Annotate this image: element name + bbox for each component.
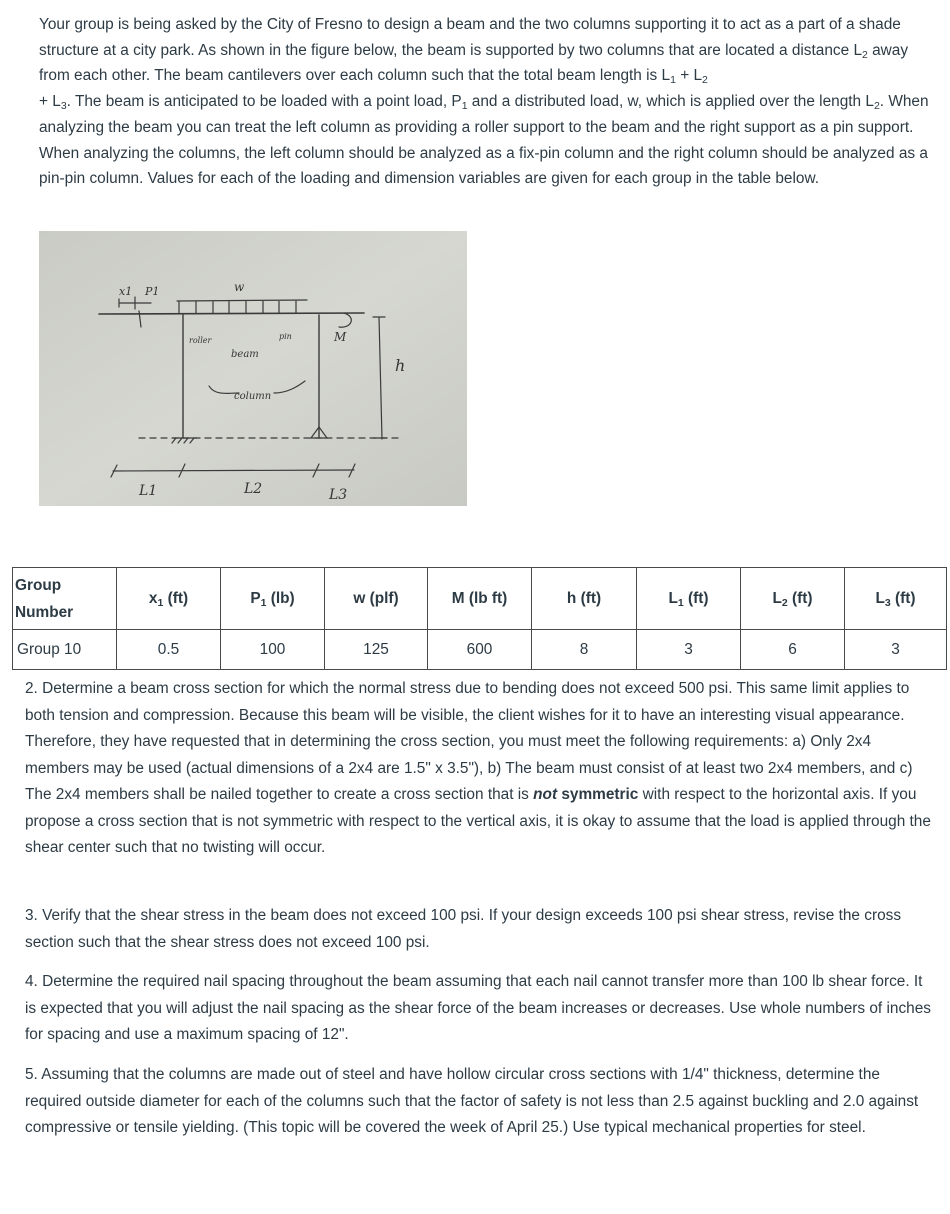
intro-text-5: . When analyzing the beam you can treat the left column as providing a roller support to the beam and the right support as a pin support. When analyzing the columns, the left column should be analyzed as a fix-pin column and the right column should be analyzed as a pin-pin column. Values for each of the loading and dimension variables are given for each group in the table below. bbox=[39, 93, 929, 188]
intro-text-1: Your group is being asked by the City of Fresno to design a beam and the two columns supporting it to act as a part of a shade structure at a city park. As shown in the figure below, the beam is supported by two columns that are located a distance bbox=[39, 16, 901, 59]
intro-text-2: away from each other. The beam cantilevers over each column such that the total beam length is bbox=[39, 41, 909, 85]
subscript: 2 bbox=[702, 74, 708, 87]
plus-sign: + bbox=[39, 93, 53, 111]
label-h: h bbox=[395, 356, 406, 375]
subscript: 3 bbox=[60, 100, 67, 113]
header-h: h (ft) bbox=[532, 568, 637, 630]
cell-l3: 3 bbox=[845, 630, 947, 670]
group-values-table bbox=[12, 567, 947, 670]
cell-w: 125 bbox=[325, 630, 428, 670]
q2-text-a: 2. Determine a beam cross section for which the normal stress due to bending does not exceed 500 psi. This same limit applies to both tension and compression. Because this beam will be visible, the client wishes for it to have an interesting visual appearance. Therefore, they have requested that in determining the cross section, you must meet the following requirements: a) Only 2x4 members may be used (actual dimensions of a 2x4 are 1.5" x 3.5"), b) The beam must consist of at least two 2x4 members, and c) The 2x4 members shall be nailed together to create a cross section that is bbox=[25, 680, 913, 803]
intro-text-4: and a distributed load, w, which is applied over the length bbox=[467, 93, 866, 111]
label-l3: L3 bbox=[329, 487, 348, 503]
label-w: w bbox=[234, 280, 245, 294]
header-p1: $P_1$ (lb) bbox=[221, 568, 325, 630]
question-2 bbox=[25, 676, 935, 862]
header-group-number bbox=[13, 568, 117, 630]
symbol-l3: $L_3$ bbox=[52, 93, 67, 113]
cell-l1: 3 bbox=[637, 630, 741, 670]
table-header-row bbox=[13, 568, 947, 630]
plus-sign: + bbox=[675, 67, 694, 85]
symbol-l2: $L_2$ bbox=[865, 93, 880, 113]
question-5: 5. Assuming that the columns are made out of steel and have hollow circular cross sections with 1/4" thickness, determine the required outside diameter for each of the columns such that the factor of safety is not less than 2.5 against buckling and 2.0 against compressive or tensile yielding. (This topic will be covered the week of April 25.) Use typical mechanical properties for steel. bbox=[25, 1066, 919, 1136]
label-m: M bbox=[334, 330, 347, 344]
header-l1: $L_1$ (ft) bbox=[637, 568, 741, 630]
subscript: 2 bbox=[862, 48, 868, 61]
symbol-l2: $L_2$ bbox=[693, 67, 708, 87]
header-l2: $L_2$ (ft) bbox=[741, 568, 845, 630]
symbol-p1: $P_1$ bbox=[451, 93, 468, 113]
header-x1: $x_1$ (ft) bbox=[117, 568, 221, 630]
label-beam: beam bbox=[231, 349, 259, 360]
label-column: column bbox=[234, 391, 272, 402]
subscript: 1 bbox=[670, 74, 676, 87]
question-3: 3. Verify that the shear stress in the beam does not exceed 100 psi. If your design exceeds 100 psi shear stress, revise the cross section such that the shear stress does not exceed 100 psi. bbox=[25, 907, 902, 951]
header-line: Number bbox=[15, 603, 74, 621]
cell-x1: 0.5 bbox=[117, 630, 221, 670]
cell-l2: 6 bbox=[741, 630, 845, 670]
q2-text-b: with respect to the horizontal axis. If you propose a cross section that is not symmetric with respect to the vertical axis, it is okay to assume that the load is applied through the shear center such that no twisting will occur. bbox=[25, 786, 931, 856]
table-row bbox=[13, 630, 947, 670]
cell-m: 600 bbox=[428, 630, 532, 670]
subscript: 1 bbox=[461, 100, 468, 113]
cell-group: Group 10 bbox=[13, 630, 117, 670]
header-m: M (lb ft) bbox=[428, 568, 532, 630]
symbol-l1: $L_1$ bbox=[661, 67, 676, 87]
label-x1: x1 bbox=[119, 285, 133, 298]
label-p1: P1 bbox=[145, 285, 160, 298]
label-l2: L2 bbox=[244, 481, 263, 497]
q2-emphasis-not: not bbox=[533, 786, 558, 803]
beam-sketch-photo bbox=[39, 231, 467, 506]
header-w: w (plf) bbox=[325, 568, 428, 630]
label-l1: L1 bbox=[139, 483, 158, 499]
header-line: Group bbox=[15, 576, 62, 594]
cell-h: 8 bbox=[532, 630, 637, 670]
intro-paragraph bbox=[39, 12, 929, 192]
cell-p1: 100 bbox=[221, 630, 325, 670]
label-roller: roller bbox=[189, 336, 212, 345]
header-l3: $L_3$ (ft) bbox=[845, 568, 947, 630]
question-4: 4. Determine the required nail spacing throughout the beam assuming that each nail cannot transfer more than 100 lb shear force. It is expected that you will adjust the nail spacing as the shear force of the beam increases or decreases. Use whole numbers of inches for spacing and use a maximum spacing of 12". bbox=[25, 973, 931, 1043]
label-pin: pin bbox=[279, 332, 292, 341]
beam-line bbox=[99, 313, 364, 314]
intro-text-3: . The beam is anticipated to be loaded with a point load, bbox=[66, 93, 452, 111]
hand-drawn-sketch bbox=[39, 231, 467, 506]
symbol-l2: $L_2$ bbox=[853, 41, 868, 61]
subscript: 2 bbox=[873, 100, 880, 113]
q2-emphasis-symmetric: symmetric bbox=[557, 786, 639, 803]
